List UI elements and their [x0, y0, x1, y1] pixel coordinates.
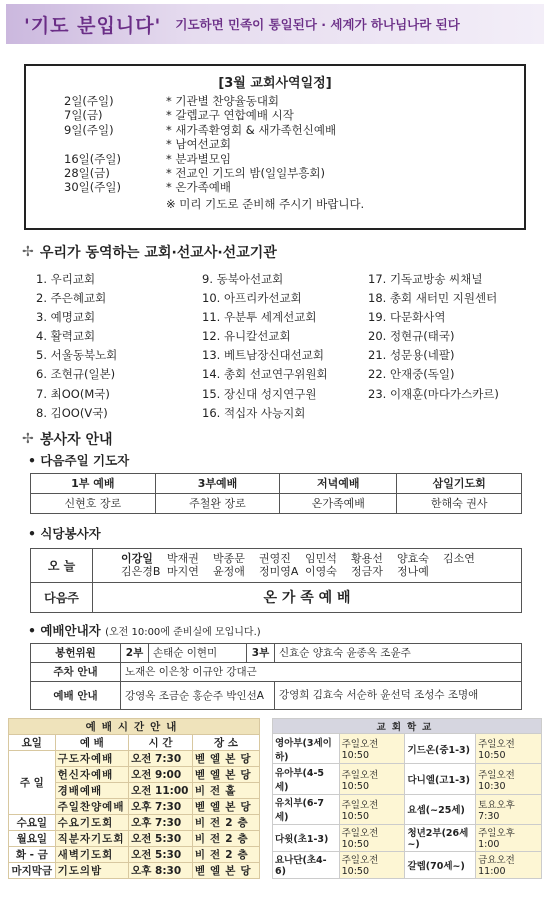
school-row	[273, 824, 542, 851]
banner	[6, 4, 544, 44]
banner-slogan: 기도하면 민족이 통일된다 · 세계가 하나님나라 된다	[175, 17, 460, 32]
worship-time: 오전 5:30	[129, 830, 193, 846]
schedule-event: * 전교인 기도의 밤(일일부흥회)	[166, 166, 325, 181]
schedule-list	[64, 94, 524, 195]
mission-item: 20. 정현규(태국)	[368, 329, 455, 344]
worship-time: 오후 7:30	[129, 798, 193, 814]
kitchen-name: 이영숙	[305, 565, 337, 579]
worship-day: 월요일	[9, 830, 56, 846]
worship-row	[9, 862, 260, 878]
mission-item: 1. 우리교회	[36, 272, 96, 286]
worship-time: 오후 8:30	[129, 862, 193, 878]
missions-column	[36, 270, 202, 423]
worship-times-table	[8, 718, 260, 879]
school-time: 주일오전 10:30	[476, 764, 542, 794]
mission-item: 5. 서울동북노회	[36, 348, 118, 363]
kitchen-name: 윤정애	[213, 565, 245, 579]
usher-note: (오전 10:00에 준비실에 모입니다.)	[105, 626, 261, 638]
parking-label: 주차 안내	[31, 662, 121, 681]
prayer-header: 저녁예배	[280, 473, 397, 493]
schedule-event: * 분과별모임	[166, 151, 231, 166]
schedule-date: 9일(주일)	[64, 122, 114, 137]
worship-row	[9, 846, 260, 862]
banner-title: '기도 분입니다'	[24, 14, 162, 37]
schedule-row	[64, 137, 524, 151]
school-time: 주일오후 1:00	[476, 824, 542, 851]
schedule-event: * 새가족환영회 & 새가족헌신예배	[166, 122, 337, 137]
worship-event: 새벽기도회	[55, 846, 129, 862]
wt-header: 시 간	[129, 734, 193, 750]
kitchen-name: 정나예	[397, 565, 429, 579]
wt-header: 장 소	[192, 734, 259, 750]
mission-item: 6. 조현규(일본)	[36, 367, 116, 382]
school-row	[273, 851, 542, 878]
missions-list	[36, 270, 550, 423]
schedule-event: * 기관별 찬양율동대회	[166, 94, 280, 108]
praying-hands-icon: ✢	[22, 244, 34, 260]
school-dept: 유아부(4-5세)	[273, 764, 340, 794]
schedule-row	[64, 108, 524, 122]
school-dept: 갈렙(70세~)	[405, 851, 476, 878]
school-dept: 청년2부(26세~)	[405, 824, 476, 851]
kitchen-name: 이강일	[121, 552, 153, 566]
school-dept: 기드온(중1-3)	[405, 734, 476, 764]
kitchen-table	[30, 548, 522, 613]
school-dept: 요셉(~25세)	[405, 794, 476, 824]
committee-label: 봉헌위원	[31, 643, 121, 662]
school-time: 토요오후 7:30	[476, 794, 542, 824]
worship-event: 헌신자예배	[55, 766, 129, 782]
church-school-table	[272, 718, 542, 879]
church-school-caption: 교회학교	[273, 718, 542, 734]
worship-times-caption: 예배시간안내	[9, 718, 260, 734]
schedule-event: * 남여선교회	[166, 137, 231, 152]
committee-3: 3부	[247, 643, 275, 662]
school-time: 주일오전 10:50	[476, 734, 542, 764]
schedule-row	[64, 152, 524, 166]
mission-item: 11. 우분투 세계선교회	[202, 310, 317, 325]
school-time: 금요오전 11:00	[476, 851, 542, 878]
usher-title: • 예배안내자 (오전 10:00에 준비실에 모입니다.)	[28, 622, 261, 638]
kitchen-name: 마지연	[167, 565, 199, 579]
mission-item: 3. 예명교회	[36, 310, 96, 325]
school-dept: 다윗(초1-3)	[273, 824, 340, 851]
kitchen-name: 양효숙	[397, 552, 429, 566]
today-names	[93, 548, 522, 582]
worship-place: 벧엘본당	[192, 798, 259, 814]
mission-item: 13. 베트남장신대선교회	[202, 348, 324, 363]
prayer-name: 신현호 장로	[31, 493, 156, 513]
school-row	[273, 794, 542, 824]
worship-place: 비전2층	[192, 830, 259, 846]
schedule-row	[64, 180, 524, 194]
next-label: 다음주	[31, 582, 93, 612]
worship-day: 수요일	[9, 814, 56, 830]
kitchen-name: 김소연	[443, 552, 475, 566]
kitchen-name: 권영진	[259, 552, 291, 566]
next-value: 온 가 족 예 배	[93, 582, 522, 612]
committee-3-names: 신효순 양효숙 윤종옥 조윤주	[275, 643, 522, 662]
worship-day: 화 - 금	[9, 846, 56, 862]
school-dept: 영아부(3세이하)	[273, 734, 340, 764]
worship-row	[9, 814, 260, 830]
schedule-row	[64, 123, 524, 137]
school-time: 주일오전 10:50	[339, 734, 405, 764]
kitchen-name: 박종문	[213, 552, 245, 566]
prayer-table	[30, 473, 522, 514]
worship-day: 마지막금	[9, 862, 56, 878]
mission-item: 15. 장신대 성지연구원	[202, 386, 317, 401]
mission-item: 19. 다문화사역	[368, 310, 446, 325]
schedule-box	[24, 64, 526, 230]
schedule-note: ※ 미리 기도로 준비해 주시기 바랍니다.	[166, 196, 365, 211]
school-time: 주일오전 10:50	[339, 794, 405, 824]
schedule-date: 30일(주일)	[64, 180, 121, 195]
guide-names-b: 강영희 김효숙 서순하 윤선덕 조성수 조명애	[275, 681, 522, 709]
today-label: 오 늘	[31, 548, 93, 582]
school-time: 주일오전 10:50	[339, 824, 405, 851]
schedule-date: 2일(주일)	[64, 94, 114, 108]
next-week-prayer-title: • 다음주일 기도자	[28, 452, 130, 468]
school-dept: 다니엘(고1-3)	[405, 764, 476, 794]
kitchen-name: 정미영A	[259, 565, 299, 579]
guide-label: 예배 안내	[31, 681, 121, 709]
worship-event: 구도자예배	[55, 750, 129, 766]
worship-place: 벧엘본당	[192, 750, 259, 766]
mission-item: 8. 김OO(V국)	[36, 405, 108, 420]
mission-item: 17. 기독교방송 씨채널	[368, 272, 483, 286]
mission-item: 4. 활력교회	[36, 329, 96, 344]
prayer-header: 삼일기도회	[397, 473, 522, 493]
prayer-name: 한해숙 권사	[397, 493, 522, 513]
mission-item: 16. 적십자 사능지회	[202, 405, 306, 420]
worship-event: 주일찬양예배	[55, 798, 129, 814]
praying-hands-icon: ✢	[22, 430, 34, 447]
worship-time: 오후 7:30	[129, 814, 193, 830]
mission-item: 12. 유니칼선교회	[202, 329, 291, 344]
worship-place: 비전홀	[192, 782, 259, 798]
committee-2: 2부	[121, 643, 149, 662]
mission-item: 2. 주은혜교회	[36, 291, 107, 306]
worship-place: 벧엘본당	[192, 862, 259, 878]
worship-row	[9, 830, 260, 846]
worship-place: 비전2층	[192, 814, 259, 830]
school-row	[273, 764, 542, 794]
schedule-date: 28일(금)	[64, 166, 110, 181]
kitchen-name: 김은경B	[121, 565, 161, 579]
wt-header: 요일	[9, 734, 56, 750]
missions-heading: ✢ 우리가 동역하는 교회·선교사·선교기관	[22, 244, 277, 261]
parking-names: 노재은 이은창 이규안 강대근	[121, 662, 522, 681]
wt-header: 예 배	[55, 734, 129, 750]
worship-time: 오전 7:30	[129, 750, 193, 766]
prayer-name: 온가족예배	[280, 493, 397, 513]
school-time: 주일오전 10:50	[339, 764, 405, 794]
schedule-row	[64, 166, 524, 180]
guide-names-a: 강영옥 조금순 홍순주 박인선A	[121, 681, 275, 709]
mission-item: 10. 아프리카선교회	[202, 291, 302, 306]
worship-time: 오전 5:30	[129, 846, 193, 862]
missions-column	[202, 270, 368, 423]
mission-item: 23. 이재훈(마다가스카르)	[368, 386, 499, 401]
schedule-event: * 갈렙교구 연합예배 시작	[166, 108, 294, 123]
kitchen-name: 박재권	[167, 552, 199, 566]
worship-event: 직분자기도회	[55, 830, 129, 846]
school-row	[273, 734, 542, 764]
school-dept: 유치부(6-7세)	[273, 794, 340, 824]
schedule-date: 16일(주일)	[64, 151, 121, 166]
schedule-date	[64, 137, 166, 151]
kitchen-title: • 식당봉사자	[28, 525, 101, 541]
mission-item: 21. 성문용(네팔)	[368, 348, 455, 363]
mission-item: 14. 총회 선교연구위원회	[202, 367, 328, 382]
worship-time: 오전 9:00	[129, 766, 193, 782]
mission-item: 18. 총회 새터민 지원센터	[368, 291, 498, 306]
worship-event: 수요기도회	[55, 814, 129, 830]
school-dept: 요나단(초4-6)	[273, 851, 340, 878]
schedule-date: 7일(금)	[64, 108, 103, 123]
usher-table	[30, 643, 522, 710]
school-time: 주일오전 10:50	[339, 851, 405, 878]
kitchen-name: 정금자	[351, 565, 383, 579]
worship-row	[9, 750, 260, 766]
committee-2-names: 손태순 이현미	[149, 643, 247, 662]
volunteers-heading: ✢ 봉사자 안내	[22, 430, 113, 448]
mission-item: 22. 안재중(독일)	[368, 367, 455, 382]
schedule-row	[64, 94, 524, 108]
mission-item: 7. 최OO(M국)	[36, 386, 110, 401]
prayer-header: 1부 예배	[31, 473, 156, 493]
bottom-tables	[8, 718, 550, 879]
worship-place: 비전2층	[192, 846, 259, 862]
prayer-header: 3부예배	[155, 473, 280, 493]
worship-day: 주 일	[9, 750, 56, 814]
worship-event: 기도의밤	[55, 862, 129, 878]
worship-place: 벧엘본당	[192, 766, 259, 782]
worship-event: 경배예배	[55, 782, 129, 798]
kitchen-name: 황용선	[351, 552, 383, 566]
worship-time: 오전 11:00	[129, 782, 193, 798]
missions-column	[368, 270, 538, 423]
schedule-title: [3월 교회사역일정]	[218, 76, 332, 91]
schedule-event: * 온가족예배	[166, 180, 231, 195]
mission-item: 9. 동북아선교회	[202, 272, 284, 286]
prayer-name: 주철완 장로	[155, 493, 280, 513]
kitchen-name: 임민석	[305, 552, 337, 566]
